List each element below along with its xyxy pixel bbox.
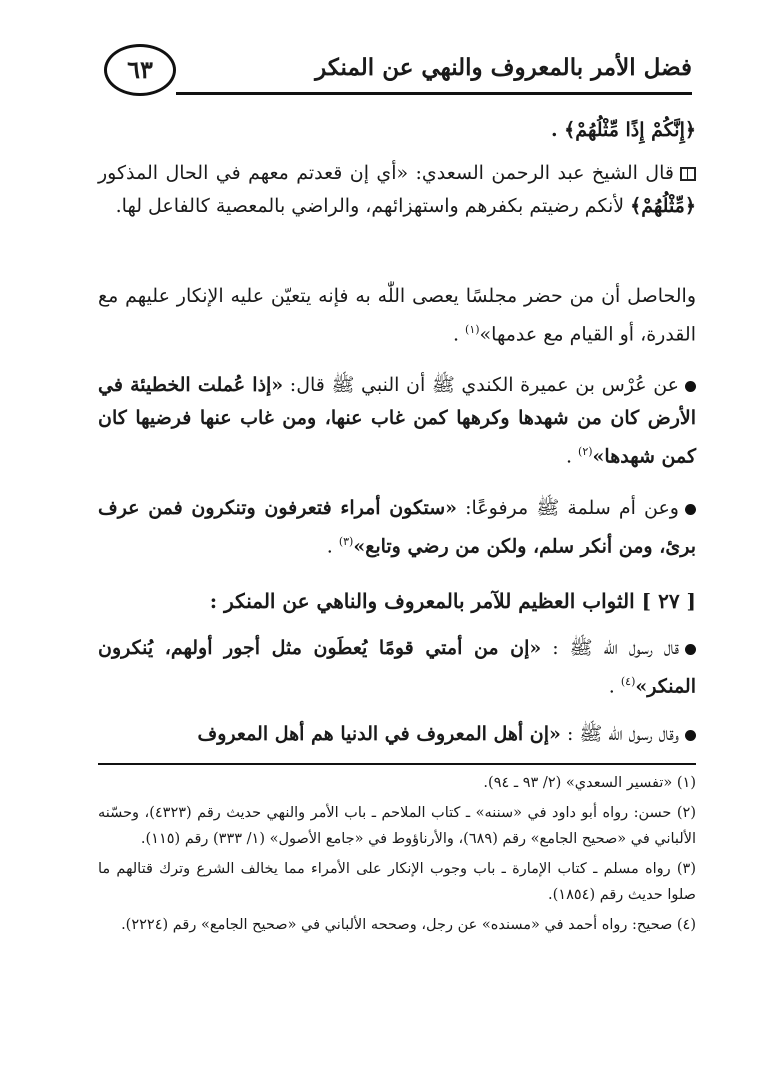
bullet-icon <box>685 644 696 655</box>
hadith-text: «إن من أمتي قومًا يُعطَون مثل أجور أولهم، يُنكرون المنكر» <box>98 637 696 698</box>
paragraph-text: لأنكم رضيتم بكفرهم واستهزائهم، والراضي بالمعصية كالفاعل لها. <box>115 195 631 217</box>
running-title: فضل الأمر بالمعروف والنهي عن المنكر <box>315 54 692 81</box>
footnote-1: (١) «تفسير السعدي» (٢/ ٩٣ ـ ٩٤). <box>483 775 696 791</box>
paragraph-conclusion <box>98 280 696 351</box>
footnote-3: (٣) رواه مسلم ـ كتاب الإمارة ـ باب وجوب الإنكار على الأمراء مما يخالف الشرع وترك قتالهم ما صلوا حديث رقم (١٨٥٤). <box>98 861 696 903</box>
footnote-ref: (٤) <box>620 675 636 688</box>
bullet-icon <box>685 381 696 392</box>
paragraph-end: . <box>565 445 579 468</box>
page-number: ٦٣ <box>104 44 176 96</box>
header-rule <box>176 92 692 95</box>
section-heading: [ ٢٧ ] الثواب العظيم للآمر بالمعروف والناهي عن المنكر : <box>209 589 696 613</box>
hadith-intro: وعن أم سلمة ﷺ مرفوعًا: <box>457 497 679 519</box>
paragraph-end: . <box>326 535 339 558</box>
page-header <box>104 44 692 104</box>
hadith-intro: وقال رسول اللّٰه ﷺ : <box>560 723 679 745</box>
quran-verse-line <box>98 114 696 147</box>
hadith-people-of-good <box>98 718 696 751</box>
hadith-text: «ستكون أمراء فتعرفون وتنكرون فمن عرف برئ، ومن أنكر سلم، ولكن من رضي وتابع» <box>98 497 696 558</box>
book-icon <box>680 167 696 181</box>
hadith-intro: عن عُرْس بن عميرة الكندي ﷺ أن النبي ﷺ قال: <box>283 374 679 396</box>
footnote-ref: (١) <box>465 323 480 336</box>
footnotes <box>98 770 696 942</box>
paragraph-saadi-quote <box>98 157 696 223</box>
hadith-text: «إذا عُملت الخطيئة في الأرض كان من شهدها وكرهها كمن غاب عنها، ومن غاب عنها فرضيها كان كمن شهدها» <box>98 374 696 468</box>
footnote-ref: (٢) <box>578 445 593 458</box>
hadith-text: «إن أهل المعروف في الدنيا هم أهل المعروف <box>197 723 561 745</box>
footnote-divider <box>98 763 696 765</box>
paragraph-text: والحاصل أن من حضر مجلسًا يعصى اللّٰه به فإنه يتعيّن عليه الإنكار عليهم مع القدرة، أو القيام مع عدمها» <box>98 285 696 346</box>
footnote-2: (٢) حسن: رواه أبو داود في «سننه» ـ كتاب الملاحم ـ باب الأمر والنهي حديث رقم (٤٣٢٣)، وحسّنه الألباني في «صحيح الجامع» رقم (٦٨٩)، والأرناؤوط في «جامع الأصول» (١/ ٣٣٣) رقم (١١٥). <box>98 805 697 847</box>
paragraph-end: . <box>452 323 466 346</box>
hadith-reward <box>98 632 696 703</box>
footnote-ref: (٣) <box>338 535 354 548</box>
bullet-icon <box>685 504 696 515</box>
quran-verse: ﴿إِنَّكُمْ إِذًا مِّثْلُهُمْ﴾ . <box>550 119 696 141</box>
paragraph-text: قال الشيخ عبد الرحمن السعدي: «أي إن قعدتم معهم في الحال المذكور <box>98 162 674 184</box>
hadith-urs <box>98 369 696 473</box>
hadith-umm-salama <box>98 492 696 563</box>
footnote-4: (٤) صحيح: رواه أحمد في «مسنده» عن رجل، وصححه الألباني في «صحيح الجامع» رقم (٢٢٢٤). <box>121 917 696 933</box>
bullet-icon <box>685 730 696 741</box>
paragraph-end: . <box>608 675 621 698</box>
quran-word: ﴿مِّثْلُهُمْ﴾ <box>630 195 696 217</box>
hadith-intro: قال رسول اللّٰه ﷺ : <box>541 637 679 659</box>
